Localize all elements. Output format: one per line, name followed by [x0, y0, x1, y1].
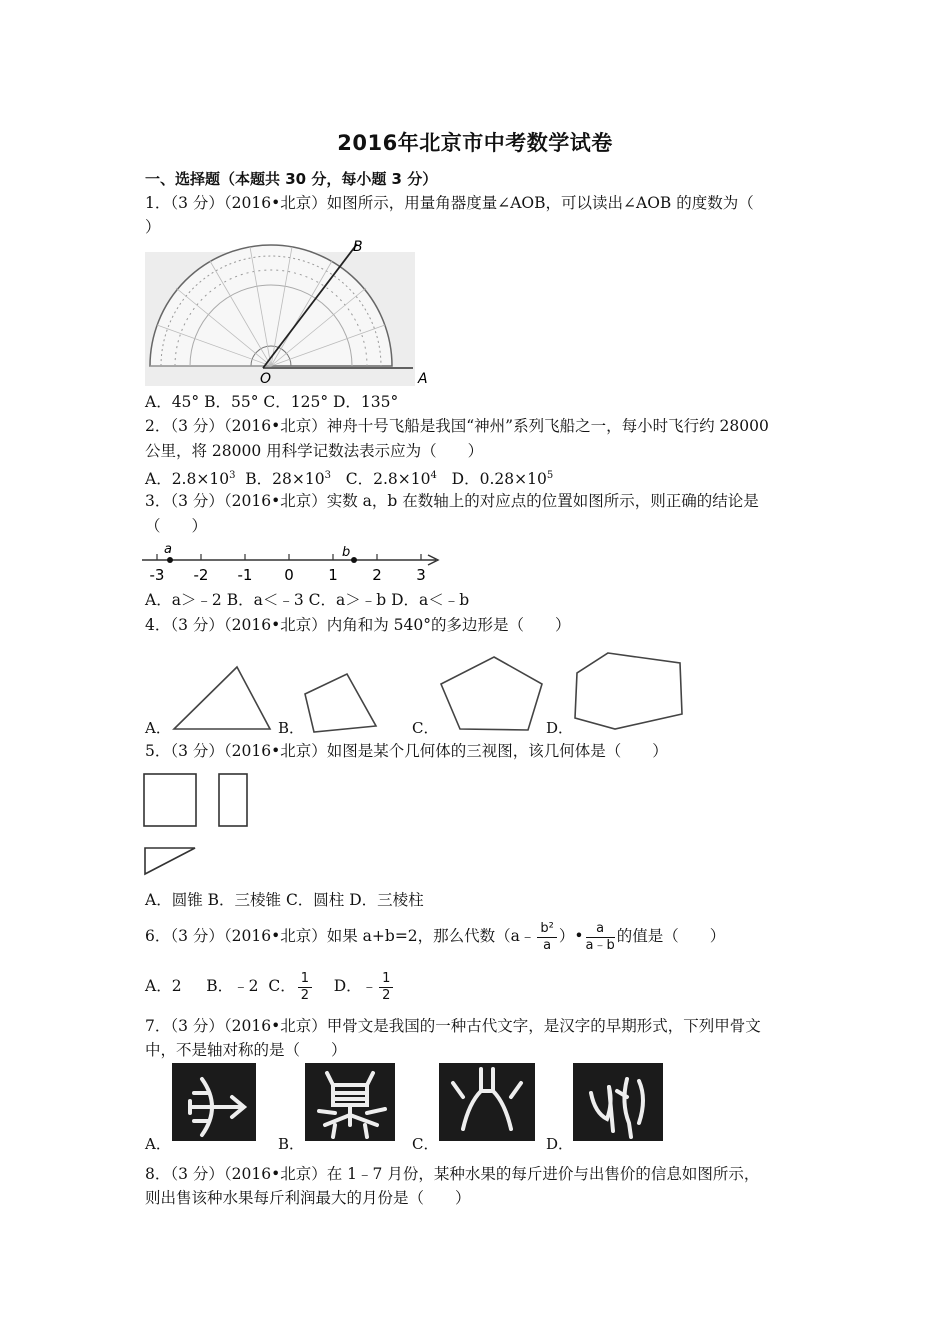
q7-stem-cont: 中，不是轴对称的是（ ）: [145, 1041, 347, 1059]
q1-stem-cont: ）: [145, 218, 161, 236]
section-heading: 一、选择题（本题共 30 分，每小题 3 分）: [145, 170, 438, 188]
q7-option-c: C．: [412, 1135, 439, 1153]
triangle-shape: [174, 667, 270, 729]
q7-option-b: B．: [278, 1135, 305, 1153]
front-view: [144, 774, 196, 826]
quadrilateral-shape: [305, 674, 376, 732]
three-views-figure: [143, 772, 258, 878]
oracle-char-a-image: [172, 1063, 256, 1141]
q3-stem: 3．（3 分）（2016•北京）实数 a，b 在数轴上的对应点的位置如图所示，则正确的结论是: [145, 492, 759, 510]
tick-label: -2: [193, 566, 209, 584]
q6-option-c: C．: [268, 977, 296, 995]
q4-option-d: D．: [546, 719, 574, 737]
q4-stem: 4．（3 分）（2016•北京）内角和为 540°的多边形是（ ）: [145, 616, 571, 634]
q2-option-c: C．2.8×10: [345, 470, 431, 489]
q6-option-a: A．2: [145, 977, 182, 995]
q2-option-a: A．2.8×10: [145, 470, 230, 489]
q4-option-c: C．: [412, 719, 439, 737]
pentagon-shape: [441, 657, 542, 730]
q7-option-a: A．: [145, 1135, 171, 1153]
q7-stem: 7．（3 分）（2016•北京）甲骨文是我国的一种古代文字，是汉字的早期形式，下列甲骨文: [145, 1017, 761, 1035]
point-a: [167, 557, 173, 563]
q1-stem: 1．（3 分）（2016•北京）如图所示，用量角器度量∠AOB，可以读出∠AOB 的度数为（: [145, 194, 754, 212]
q4-option-a: A．: [145, 719, 171, 737]
tick-label: 1: [328, 566, 338, 584]
label-a: A: [418, 371, 428, 387]
q7-option-d: D．: [546, 1135, 574, 1153]
q5-stem: 5．（3 分）（2016•北京）如图是某个几何体的三视图，该几何体是（ ）: [145, 742, 668, 760]
fraction-b2-over-a: $\frac{\text{b²}}{a}$: [537, 921, 556, 954]
side-view: [219, 774, 247, 826]
q6-option-b: B．﹣2: [206, 977, 259, 995]
q6-stem: 6．（3 分）（2016•北京）如果 a+b=2，那么代数（a﹣ $\frac{\text{b²}}{a}$ ）• $\frac{a}{a﹣b}$ 的值是（ ）: [145, 920, 726, 953]
protractor-figure: [145, 238, 445, 388]
q2-options: A．$2.8\times 10^3$ B．$28\times 10^3$ C．$2.8\times 10^4$ D．$0.28\times 10^5$: [145, 470, 554, 489]
q5-options: A．圆锥 B．三棱锥 C．圆柱 D．三棱柱: [145, 891, 424, 909]
q2-option-b: B．28×10: [245, 470, 325, 489]
q1-options: A．45° B．55° C．125° D．135°: [145, 393, 399, 411]
label-b: B: [353, 239, 363, 255]
fraction-a-over-amb: $\frac{a}{a﹣b}$: [585, 920, 615, 953]
point-b-label: b: [342, 545, 351, 560]
point-b: [351, 557, 357, 563]
tick-label: 2: [372, 566, 382, 584]
q2-stem-cont: 公里，将 28000 用科学记数法表示应为（ ）: [145, 442, 484, 460]
q6-option-d: D．﹣: [333, 977, 378, 995]
q6-options: A．2 B．﹣2 C． $\frac{1}{2}$ D．﹣ $\frac{1}{2}$: [145, 962, 395, 1010]
q2-option-d: D．0.28×10: [451, 470, 547, 489]
page-title: 2016年北京市中考数学试卷: [337, 131, 613, 155]
tick-label: -3: [149, 566, 165, 584]
tick-label: 3: [416, 566, 426, 584]
tick-label: -1: [237, 566, 253, 584]
q4-option-b: B．: [278, 719, 305, 737]
oracle-char-d-image: [573, 1063, 663, 1141]
point-a-label: a: [164, 542, 172, 557]
top-view: [145, 848, 195, 874]
q8-stem: 8．（3 分）（2016•北京）在 1﹣7 月份，某种水果的每斤进价与出售价的信息如图所示，: [145, 1165, 760, 1183]
oracle-char-c-image: [439, 1063, 535, 1141]
tick-label: 0: [284, 566, 294, 584]
hexagon-shape: [575, 653, 682, 729]
oracle-char-b-image: [305, 1063, 395, 1141]
label-o: O: [260, 371, 272, 387]
q8-stem-cont: 则出售该种水果每斤利润最大的月份是（ ）: [145, 1189, 471, 1207]
number-line-figure: [140, 540, 450, 588]
q3-stem-cont: （ ）: [145, 517, 208, 535]
q3-options: A．a＞﹣2 B．a＜﹣3 C．a＞﹣b D．a＜﹣b: [145, 591, 470, 609]
q2-stem: 2．（3 分）（2016•北京）神舟十号飞船是我国“神州”系列飞船之一，每小时飞行约 28000: [145, 417, 769, 435]
